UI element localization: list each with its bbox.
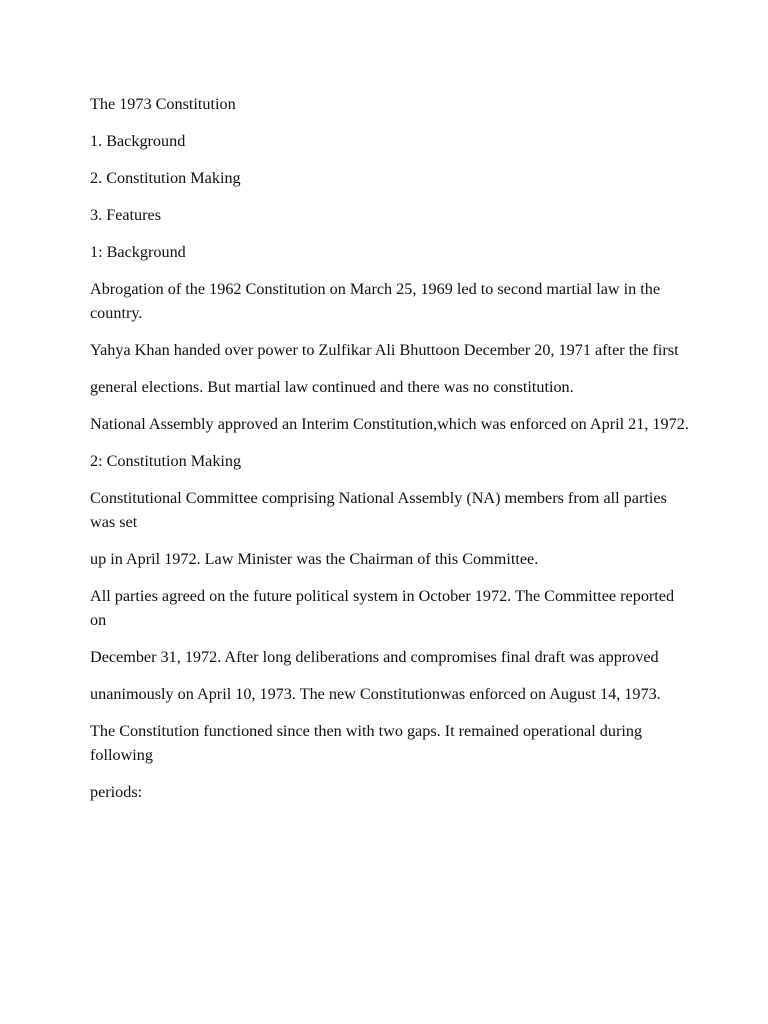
paragraph-interim-constitution: National Assembly approved an Interim Constitution,which was enforced on April 21, 1972. [90, 415, 689, 433]
paragraph-committee-setup: up in April 1972. Law Minister was the Chairman of this Committee. [90, 550, 539, 568]
outline-item-background: 1. Background [90, 132, 186, 150]
section-heading-constitution-making: 2: Constitution Making [90, 452, 242, 470]
paragraph-parties-agreed: All parties agreed on the future political system in October 1972. The Committee reported on [90, 587, 675, 629]
section-heading-background: 1: Background [90, 243, 186, 261]
paragraph-power-transfer: Yahya Khan handed over power to Zulfikar Ali Bhuttoon December 20, 1971 after the first [90, 341, 679, 359]
paragraph-final-draft: December 31, 1972. After long deliberations and compromises final draft was approved [90, 648, 659, 666]
outline-item-constitution-making: 2. Constitution Making [90, 169, 241, 187]
document-body [90, 92, 690, 817]
paragraph-enforcement: unanimously on April 10, 1973. The new Constitutionwas enforced on August 14, 1973. [90, 685, 661, 703]
paragraph-gaps: The Constitution functioned since then with two gaps. It remained operational during following [90, 722, 643, 764]
outline-item-features: 3. Features [90, 206, 162, 224]
paragraph-general-elections: general elections. But martial law continued and there was no constitution. [90, 378, 574, 396]
paragraph-abrogation: Abrogation of the 1962 Constitution on March 25, 1969 led to second martial law in the country. [90, 280, 661, 322]
paragraph-committee: Constitutional Committee comprising National Assembly (NA) members from all parties was set [90, 489, 667, 531]
paragraph-periods: periods: [90, 783, 143, 801]
document-title: The 1973 Constitution [90, 95, 236, 113]
